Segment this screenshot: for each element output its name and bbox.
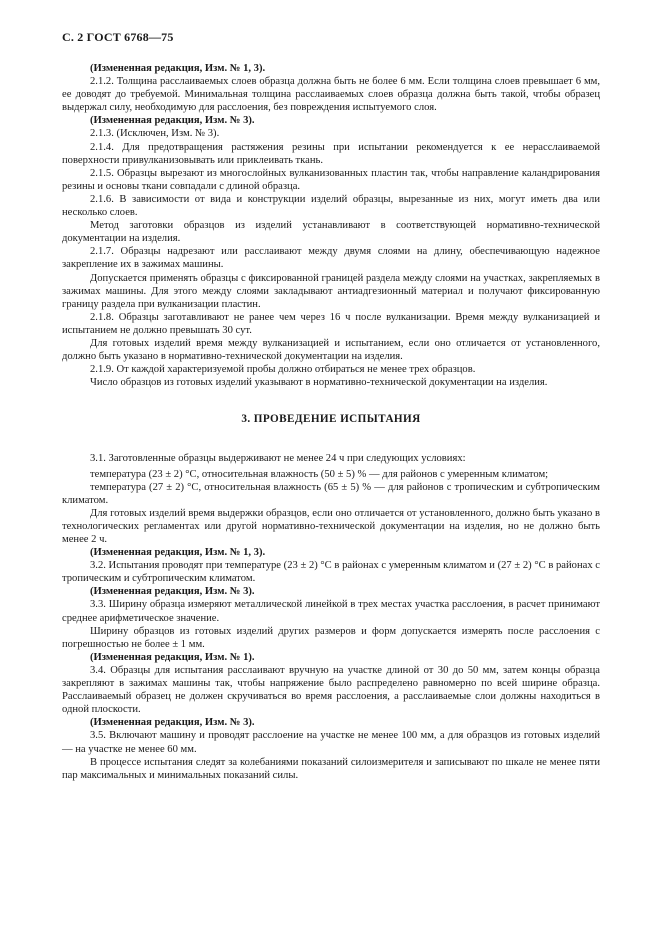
amendment-note: (Измененная редакция, Изм. № 1). [90,651,255,663]
paragraph: 2.1.9. От каждой характеризуемой пробы должно отбираться не менее трех образцов. [90,364,476,376]
amendment-note: (Измененная редакция, Изм. № 3). [90,115,255,127]
paragraph: 2.1.6. В зависимости от вида и конструкции изделий образцы, вырезанные из них, могут иметь два или несколько слоев. [62,193,600,219]
paragraph: 2.1.4. Для предотвращения растяжения резины при испытании рекомендуется к ее нерасслаиваемой поверхности привулканизовывать или приклеивать ткань. [62,141,600,166]
section-3-body [62,452,600,781]
section-title: 3. ПРОВЕДЕНИЕ ИСПЫТАНИЯ [241,413,421,426]
amendment-note: (Измененная редакция, Изм. № 3). [90,586,255,598]
paragraph: Для готовых изделий время выдержки образцов, если оно отличается от установленного, должно быть указано в технологических регламентах или другой нормативно-технической документации на изделия, но не должно быть менее 2 ч. [62,507,600,545]
paragraph: 3.2. Испытания проводят при температуре (23 ± 2) °С в районах с умеренным климатом и (27 ± 2) °С в районах с тропическим и субтропическим климатом. [62,560,600,585]
page-header: С. 2 ГОСТ 6768—75 [62,30,174,44]
paragraph: 2.1.5. Образцы вырезают из многослойных вулканизованных пластин так, чтобы направление каландрирования резины и основы ткани совпадали с длиной образца. [62,167,600,192]
paragraph: 2.1.8. Образцы заготавливают не ранее чем через 16 ч после вулканизации. Время между вулканизацией и испытанием не должно превышать 30 сут. [62,311,600,336]
paragraph: 2.1.7. Образцы надрезают или расслаивают между двумя слоями на длину, обеспечивающую надежное закрепление их в зажимах машины. [62,246,600,271]
paragraph: Допускается применять образцы с фиксированной границей раздела между слоями на участках, закрепляемых в зажимах машины. Для этого между слоями закладывают антиадгезионный материал и получают фиксированную границу раздела при вулканизации пластин. [62,272,600,310]
paragraph: температура (23 ± 2) °С, относительная влажность (50 ± 5) % — для районов с умеренным климатом; [90,468,549,480]
paragraph: Метод заготовки образцов из изделий устанавливают в соответствующей нормативно-технической документации на изделия. [62,220,600,245]
document-body [62,62,600,782]
amendment-note: (Измененная редакция, Изм. № 1, 3). [90,547,266,559]
paragraph: 2.1.3. (Исключен, Изм. № 3). [90,128,220,140]
paragraph: Ширину образцов из готовых изделий других размеров и форм допускается измерять после расслоения с погрешностью не более ± 1 мм. [62,625,600,650]
paragraph: 3.3. Ширину образца измеряют металлической линейкой в трех местах участка расслоения, в расчет принимают среднее арифметическое значение. [62,599,600,624]
paragraph: температура (27 ± 2) °С, относительная влажность (65 ± 5) % — для районов с тропическим и субтропическим климатом. [62,481,600,506]
paragraph: 3.1. Заготовленные образцы выдерживают не менее 24 ч при следующих условиях: [90,453,466,465]
paragraph: Число образцов из готовых изделий указывают в нормативно-технической документации на изделия. [90,377,548,389]
amendment-note: (Измененная редакция, Изм. № 1, 3). [90,63,266,74]
paragraph: 2.1.2. Толщина расслаиваемых слоев образца должна быть не более 6 мм. Если толщина слоев превышает 6 мм, ее доводят до требуемой. Минимальная толщина расслаиваемых слоев образца должна быть такой, чтобы образец выдержал силу, необходимую для расслоения, без повреждения испытуемого слоя. [62,76,600,114]
paragraph: 3.5. Включают машину и проводят расслоение на участке не менее 100 мм, а для образцов из готовых изделий — на участке не менее 60 мм. [62,730,600,755]
paragraph: Для готовых изделий время между вулканизацией и испытанием, если оно отличается от установленного, должно быть указано в нормативно-технической документации на изделия. [62,337,600,363]
paragraph: В процессе испытания следят за колебаниями показаний силоизмерителя и записывают по шкале не менее пяти пар максимальных и минимальных показаний силы. [62,756,600,781]
section-2-continuation [62,62,600,389]
amendment-note: (Измененная редакция, Изм. № 3). [90,717,255,729]
paragraph: 3.4. Образцы для испытания расслаивают вручную на участке длиной от 30 до 50 мм, затем концы образца закрепляют в зажимах машины так, чтобы напряжение было распределено равномерно по всей ширине образца. Расслаиваемый образец не должен скручиваться во время расслоения, а расслаиваемые слои должны находиться в одной плоскости. [62,664,600,716]
